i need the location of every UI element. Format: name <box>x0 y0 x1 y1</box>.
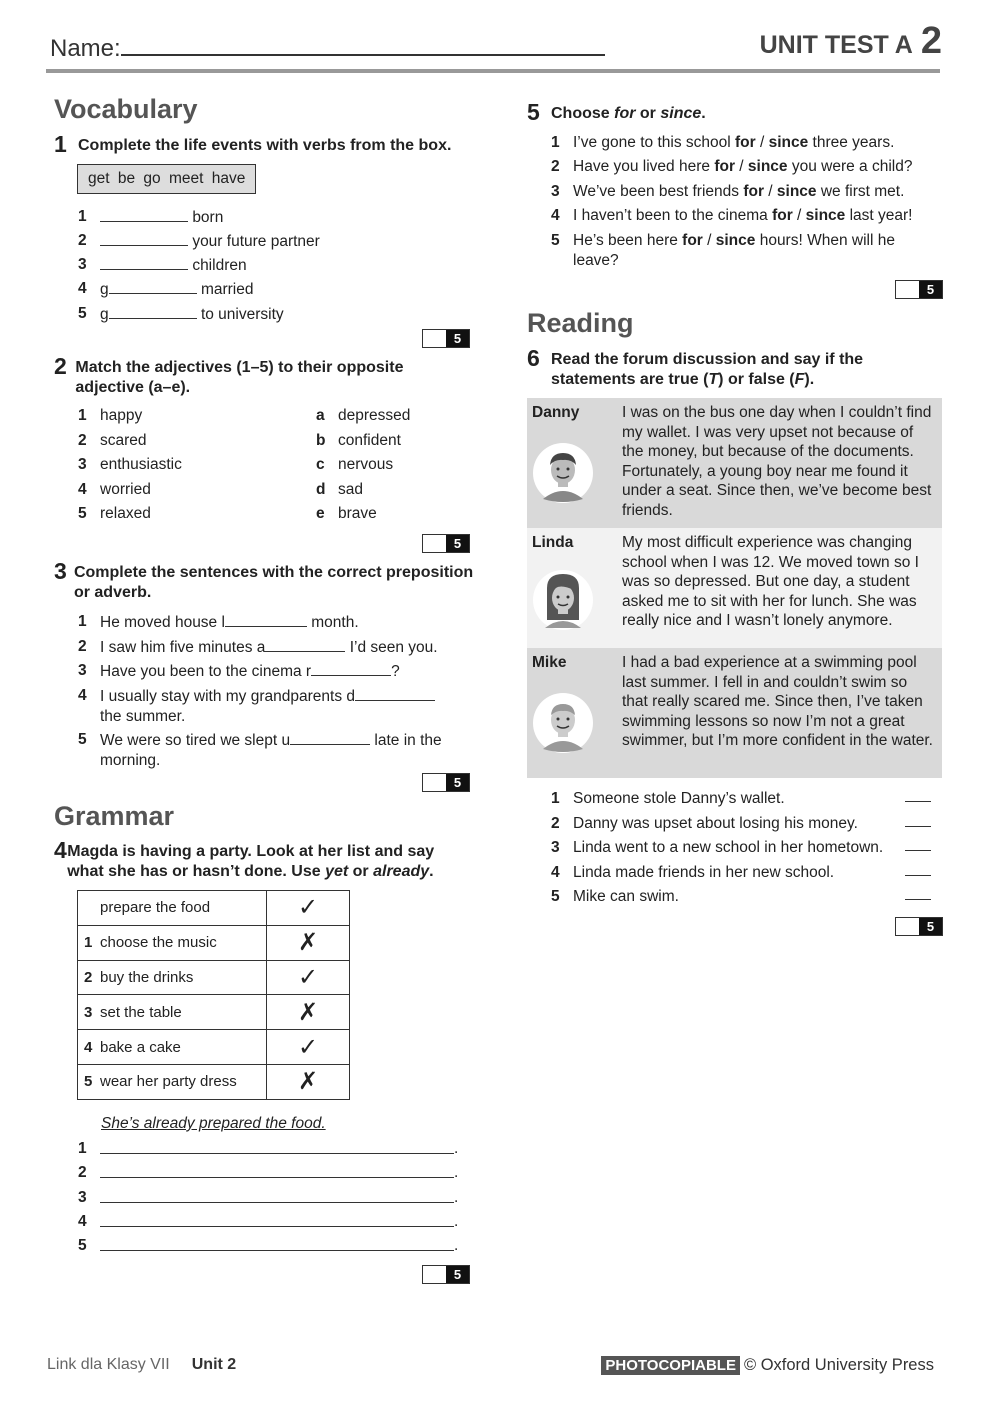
answer-blank[interactable] <box>225 612 307 627</box>
score-box[interactable]: 5 <box>895 917 943 936</box>
statement-item: 2 Danny was upset about losing his money. <box>551 814 931 834</box>
list-item: 2 scared <box>78 432 147 449</box>
list-item: 1 happy <box>78 407 143 424</box>
answer-blank[interactable] <box>109 304 197 319</box>
question-number: 2 <box>54 353 67 379</box>
answer-line[interactable]: 1 . <box>78 1140 459 1157</box>
section-title-vocabulary: Vocabulary <box>54 94 198 124</box>
table-row: 2 buy the drinks ✓ <box>78 960 350 995</box>
list-item: e brave <box>316 505 377 522</box>
forum-post <box>527 398 942 528</box>
photocopiable-badge: PHOTOCOPIABLE <box>601 1356 740 1375</box>
table-row: 4 bake a cake ✓ <box>78 1030 350 1065</box>
post-text: I had a bad experience at a swimming pool last summer. I fell in and couldn’t swim so that really scared me. Since then, I’ve taken swimming lessons so now I’m not a great swimmer, but I’m more confident in the water. <box>622 654 933 749</box>
list-item: 2 I saw him five minutes a I’d seen you. <box>78 638 438 656</box>
footer-book-info <box>47 1356 236 1374</box>
question-instruction: Complete the life events with verbs from the box. <box>78 137 452 154</box>
table-row: 5 wear her party dress ✗ <box>78 1064 350 1099</box>
score-box[interactable]: 5 <box>422 534 470 553</box>
list-item: 3 enthusiastic <box>78 456 182 473</box>
score-box[interactable]: 5 <box>422 329 470 348</box>
answer-blank[interactable] <box>100 231 188 246</box>
publisher-text: © Oxford University Press <box>743 1356 934 1374</box>
list-item: 1 He moved house l month. <box>78 613 359 631</box>
list-item: 4 I usually stay with my grandparents d the summer. <box>78 686 435 726</box>
post-text: My most difficult experience was changing school when I was 12. We moved town so I was so depressed. But one day, a student asked me to sit with her for lunch. She was really nice and I wasn’t lonely anymore. <box>622 534 919 629</box>
poster-name: Mike <box>532 654 567 671</box>
list-item: 2 Have you lived here for / since you were a child? <box>551 158 913 175</box>
test-label: UNIT TEST A <box>759 31 913 59</box>
answer-blank[interactable] <box>290 730 370 745</box>
name-label: Name: <box>50 35 121 62</box>
list-item: 2 your future partner <box>78 232 320 250</box>
answer-line[interactable]: 2 . <box>78 1164 459 1181</box>
avatar <box>533 693 593 753</box>
check-icon: ✓ <box>267 1030 350 1065</box>
todo-list-table <box>77 890 350 1100</box>
poster-name: Danny <box>532 404 580 421</box>
check-icon: ✓ <box>267 960 350 995</box>
answer-blank[interactable] <box>265 637 345 652</box>
answer-blank[interactable] <box>355 686 435 701</box>
answer-blank[interactable] <box>311 661 391 676</box>
question-2 <box>54 355 474 398</box>
list-item: 3 We’ve been best friends for / since we first met. <box>551 183 905 200</box>
avatar <box>533 570 593 630</box>
score-box[interactable]: 5 <box>422 1265 470 1284</box>
section-title-reading: Reading <box>527 308 634 338</box>
question-instruction: Read the forum discussion and say if the statements are true (T) or false (F). <box>551 351 864 388</box>
unit-label: Unit 2 <box>191 1356 237 1373</box>
question-instruction: Magda is having a party. Look at her list and say what she has or hasn’t done. Use yet or already. <box>67 843 435 880</box>
statement-item: 3 Linda went to a new school in her hometown. <box>551 838 931 858</box>
score-box[interactable]: 5 <box>422 773 470 792</box>
name-line[interactable] <box>121 34 605 56</box>
answer-blank[interactable] <box>109 279 197 294</box>
list-item: c nervous <box>316 456 394 473</box>
question-4 <box>54 839 474 882</box>
forum-post <box>527 528 942 648</box>
score-box[interactable]: 5 <box>895 280 943 299</box>
list-item: a depressed <box>316 407 411 424</box>
list-item: 4 worried <box>78 481 151 498</box>
statement-item: 1 Someone stole Danny’s wallet. <box>551 789 931 809</box>
section-title-grammar: Grammar <box>54 801 175 831</box>
book-title: Link dla Klasy VII <box>47 1356 170 1373</box>
statement-item: 4 Linda made friends in her new school. <box>551 863 931 883</box>
list-item: 4 g married <box>78 280 254 298</box>
question-number: 4 <box>54 837 67 863</box>
check-icon: ✓ <box>267 891 350 926</box>
answer-blank[interactable] <box>100 255 188 270</box>
true-false-blank[interactable] <box>905 789 931 802</box>
cross-icon: ✗ <box>267 925 350 960</box>
true-false-blank[interactable] <box>905 838 931 851</box>
question-1 <box>54 133 474 156</box>
unit-test-title <box>760 20 942 63</box>
forum-post <box>527 648 942 778</box>
list-item: 5 We were so tired we slept u late in the morning. <box>78 731 442 769</box>
true-false-blank[interactable] <box>905 863 931 876</box>
question-number: 1 <box>54 131 67 157</box>
table-row: 1 choose the music ✗ <box>78 925 350 960</box>
question-instruction: Choose for or since. <box>551 105 706 122</box>
cross-icon: ✗ <box>267 1064 350 1099</box>
list-item: b confident <box>316 432 401 449</box>
list-item: 5 g to university <box>78 305 284 323</box>
header-divider <box>46 69 940 73</box>
list-item: 3 children <box>78 256 247 274</box>
list-item: 5 He’s been here for / since hours! When will he leave? <box>551 232 895 269</box>
answer-line[interactable]: 3 . <box>78 1189 459 1206</box>
list-item: 1 I’ve gone to this school for / since three years. <box>551 134 895 151</box>
question-6 <box>527 347 942 390</box>
word-box: get be go meet have <box>77 164 256 194</box>
question-3 <box>54 560 474 603</box>
question-5 <box>527 101 942 124</box>
list-item: 4 I haven’t been to the cinema for / since last year! <box>551 207 913 224</box>
name-field[interactable] <box>50 34 605 63</box>
true-false-blank[interactable] <box>905 814 931 827</box>
poster-name: Linda <box>532 534 574 551</box>
answer-line[interactable]: 5 . <box>78 1237 459 1254</box>
answer-line[interactable]: 4 . <box>78 1213 459 1230</box>
list-item: 1 born <box>78 208 224 226</box>
list-item: d sad <box>316 481 363 498</box>
footer-publisher <box>601 1356 934 1375</box>
example-answer: She’s already prepared the food. <box>101 1115 326 1132</box>
table-row: prepare the food ✓ <box>78 891 350 926</box>
list-item: 3 Have you been to the cinema r ? <box>78 662 400 680</box>
post-text: I was on the bus one day when I couldn’t find my wallet. I was very upset not because of the money, but because of the documents. Fortunately, a young boy near me found it under a seat. Since then, we’ve become best friends. <box>622 404 932 519</box>
avatar <box>533 443 593 503</box>
statement-item: 5 Mike can swim. <box>551 887 931 907</box>
question-instruction: Complete the sentences with the correct preposition or adverb. <box>73 564 474 601</box>
table-row: 3 set the table ✗ <box>78 995 350 1030</box>
question-number: 3 <box>54 558 67 584</box>
answer-blank[interactable] <box>100 207 188 222</box>
cross-icon: ✗ <box>267 995 350 1030</box>
list-item: 5 relaxed <box>78 505 151 522</box>
question-number: 5 <box>527 99 540 125</box>
question-instruction: Match the adjectives (1–5) to their opposite adjective (a–e). <box>75 359 404 396</box>
true-false-blank[interactable] <box>905 887 931 900</box>
question-number: 6 <box>527 345 540 371</box>
test-number: 2 <box>920 20 942 62</box>
